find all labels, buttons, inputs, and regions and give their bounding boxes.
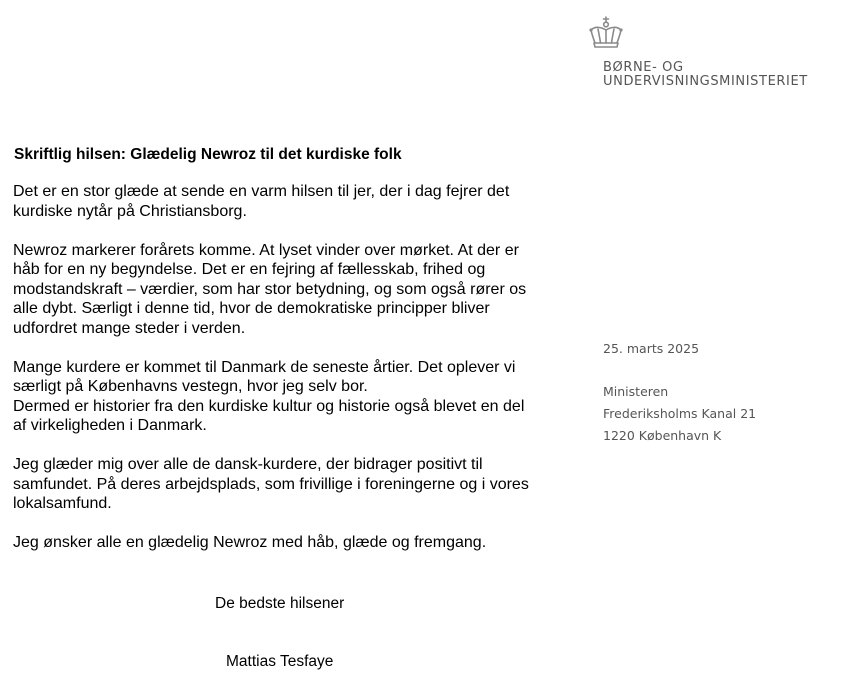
crown-icon [586,16,626,50]
text-line: Det er en stor glæde at sende en varm hilsen til jer, der i dag fejrer det [13,183,510,200]
text-line: alle dybt. Særligt i denne tid, hvor de demokratiske principper bliver [13,300,490,317]
letter-date: 25. marts 2025 [603,341,700,356]
address-line: Frederiksholms Kanal 21 [603,406,757,421]
text-line: Jeg glæder mig over alle de dansk-kurdere, der bidrager positivt til [13,456,483,473]
letter-body [13,182,558,572]
text-line: særligt på Københavns vestegn, hvor jeg selv bor. [13,378,368,395]
text-line: Jeg ønsker alle en glædelig Newroz med håb, glæde og fremgang. [13,534,487,551]
text-line: kurdiske nytår på Christiansborg. [13,202,247,220]
ministry-name [603,61,808,89]
text-line: Newroz markerer forårets komme. At lyset vinder over mørket. At der er [13,241,519,259]
address-line: 1220 København K [603,428,722,443]
text-line: lokalsamfund. [13,495,112,512]
text-line: Mange kurdere er kommet til Danmark de seneste årtier. Det oplever vi [13,358,516,376]
closing-greeting: De bedste hilsener [215,595,345,612]
paragraph [13,533,558,553]
sender-address [603,381,756,447]
text-line: af virkeligheden i Danmark. [13,417,207,434]
address-line: Ministeren [603,384,669,399]
paragraph [13,358,558,436]
ministry-name-line-1: BØRNE- OG [603,60,684,75]
text-line: modstandskraft – værdier, som har stor betydning, og som også rører os [13,280,527,298]
paragraph [13,455,558,514]
text-line: samfundet. På deres arbejdsplads, som frivillige i foreningerne og i vores [13,475,529,493]
paragraph [13,241,558,339]
signature-name: Mattias Tesfaye [226,653,334,670]
text-line: Dermed er historier fra den kurdiske kultur og historie også blevet en del [13,397,525,415]
text-line: håb for en ny begyndelse. Det er en fejring af fællesskab, frihed og [13,261,486,278]
text-line: udfordret mange steder i verden. [13,319,246,337]
paragraph [13,182,558,221]
ministry-name-line-2: UNDERVISNINGSMINISTERIET [603,74,808,89]
letter-title: Skriftlig hilsen: Glædelig Newroz til det kurdiske folk [14,146,402,163]
